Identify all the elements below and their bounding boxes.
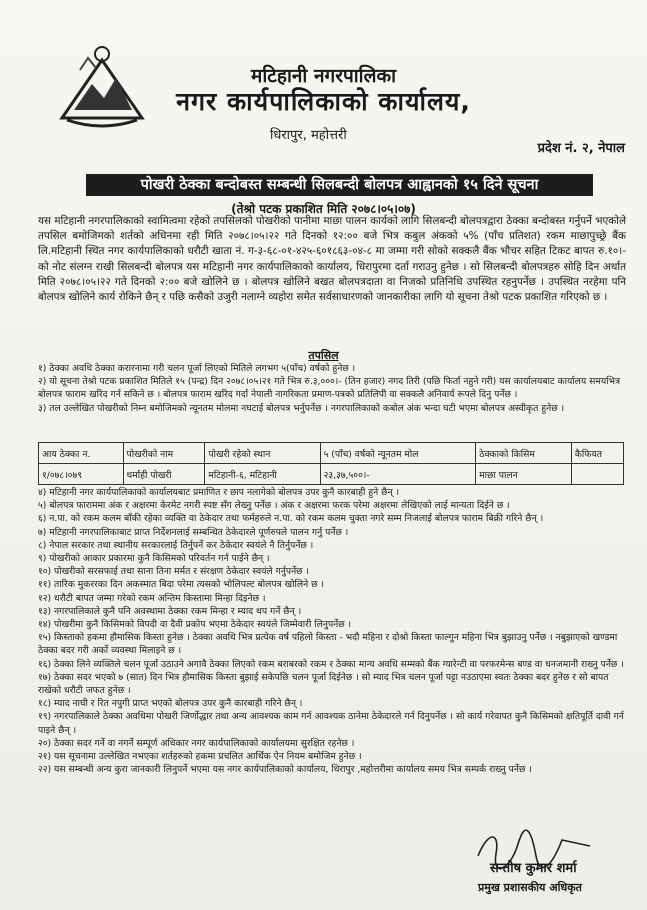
schedule-heading: तपसिल — [308, 349, 339, 362]
table-row — [39, 464, 624, 485]
list-item: १०) पोखरीको सरसफाई तथा साना तिना मर्मत र संरक्षण ठेकेदार स्वयंले गर्नुपर्नेछ । — [38, 566, 310, 578]
table-header: पोखरीको नाम — [123, 443, 205, 464]
table-header: पोखरी रहेको स्थान — [205, 443, 320, 464]
list-item: ६) न.पा. को रकम कलम बाँकी रहेका व्यक्ति वा ठेकेदार तथा फर्महरुले न.पा. को रकम कलम चुक्ता नगरे सम्म निजलाई बोलपत्र फाराम बिक्री गरिने छैन् । — [38, 513, 544, 525]
office-name: नगर कार्यपालिकाको कार्यालय, — [176, 87, 471, 116]
notice-subtitle: (तेश्रो पटक प्रकाशित मिति २०७८।०५।०७) — [231, 202, 416, 216]
table-cell: १/०७८।०७९ — [39, 464, 124, 485]
list-item: १५) किस्ताको हकमा हौमासिक किस्ता हुनेछ । ठेक्का अवधि भित्र प्रत्येक वर्ष पहिलो किस्ता - भदौ महिना र दोश्रो किस्ता फाल्गुन महिना भित्र बुझाउनु पर्नेछ । नबुझाएको खण्डमा ठेक्का बदर गरी अर्को व्यवस्था मिलाइने छ । — [38, 632, 618, 657]
municipality-name: मटिहानी नगरपालिका — [251, 65, 396, 87]
table-header: ५ (पाँच) वर्षको न्यूनतम मोल — [320, 443, 476, 464]
list-item: ८) नेपाल सरकार तथा स्थानीय सरकारलाई तिर्नुपर्ने कर ठेकेदार स्वयंले नै तिर्नुपर्नेछ । — [38, 539, 314, 551]
list-item: १६) ठेक्का लिने व्यक्तिले चलन पूर्जा उठाउने अगावै ठेक्का लिएको रकम बराबरको रकम र ठेक्का मान्य अवधि सम्मको बैंक ग्यारेन्टी वा परफरमेन्स बण्ड वा धनजमानी राख्नु पर्नेछ । — [38, 658, 624, 670]
list-item: ९) पोखरीको आकार प्रकारमा कुनै किसिमको परिवर्तन गर्न पाईने छैन् । — [38, 553, 270, 565]
table-cell: २३,३७,५००।- — [320, 464, 476, 485]
province-label: प्रदेश नं. २, नेपाल — [537, 141, 625, 156]
tender-table — [38, 442, 624, 485]
signatory-name: सन्तोष कुमार शर्मा — [490, 861, 577, 876]
schedule-items-after — [38, 486, 626, 776]
office-address: धिरापुर, महोत्तरी — [270, 128, 347, 143]
list-item: १२) धरौटी बापत जम्मा गरेको रकम अन्तिम किस्तामा मिन्हा दिइनेछ । — [38, 592, 266, 604]
list-item: २०) ठेक्का सदर गर्ने वा नगर्ने सम्पूर्ण अधिकार नगर कार्यपालिकाको कार्यालयमा सुरक्षित रहनेछ । — [38, 737, 355, 749]
table-cell — [571, 464, 623, 485]
list-item: १४) पोखरीमा कुनै किसिमको विपदी वा दैवी प्रकोप भएमा ठेकेदार स्वयंले जिम्मेवारी लिनुपर्नेछ । — [38, 619, 352, 631]
list-item: ११) तारिक मुकररका दिन अकस्मात बिदा परेमा त्यसको भोलिपल्ट बोलपत्र खोलिने छ । — [38, 579, 324, 591]
list-item: १७) ठेक्का सदर भएको ७ (सात) दिन भित्र हौमासिक किस्ता बुझाई सकेपछि चलन पूर्जा दिईनेछ । सो म्याद भित्र चलन पूर्जा पट्टा नउठाएमा स्वतः ठेक्का बदर हुनेछ र सो बापत राखेको धरौटी जफत हुनेछ । — [38, 671, 609, 697]
table-header: कैफियत — [571, 443, 623, 464]
table-cell: धर्माही पोखरी — [123, 464, 205, 485]
list-item: २१) यस सूचनामा उल्लेखित नभएका शर्तहरुको हकमा प्रचलित आर्थिक ऐन नियम बमोजिम हुनेछ । — [38, 751, 362, 763]
list-item: २) यो सूचना तेश्रो पटक प्रकाशित मितिले १५ (पन्द्र) दिन २०७८।०५।२१ गते भित्र रु.३,०००।- (तिन हजार) नगद तिरी (पछि फिर्ता नहुने गरी) यस कार्यालयबाट कार्यालय समयभित्र बोलपत्र फाराम खरिद गर्न सकिने छ । बोलपत्र फाराम खरिद गर्दा नेपाली नागरिकता प्रमाण-पत्रको प्रतिलिपी वा सक्कलै अनिवार्य रूपले दिनु पर्नेछ । — [38, 376, 621, 401]
signatory-role: प्रमुख प्रशासकीय अधिकृत — [478, 881, 582, 894]
list-item: ७) मटिहानी नगरपालिकाबाट प्राप्त निर्देशनलाई सम्बन्धित ठेकेदारले पूर्णरुपले पालन गर्नु पर्नेछ । — [38, 526, 349, 538]
notice-title: पोखरी ठेक्का बन्दोबस्त सम्बन्धी सिलबन्दी बोलपत्र आह्वानको १५ दिने सूचना — [86, 174, 593, 196]
notice-body: यस मटिहानी नगरपालिकाको स्वामित्वमा रहेको तपसिलको पोखरीको पानीमा माछा पालन कार्यको लागि सिलबन्दी बोलपत्रद्वारा ठेक्का बन्दोबस्त गर्नुपर्ने भएकोले तपसिल बमोजिमको शर्तको अधिनमा रही मिति २०७८।०५।२२ गते दिनको १२:०० बजे भित्र कबुल अंकको ५% (पाँच प्रतिशत) रकम माछापुच्छ्रे बैंक लि.मटिहानी स्थित नगर कार्यपालिकाको धरौटी खाता नं. ग-३-६८-०१-४२५-६०१८६३-०४-८ मा जम्मा गरी सोको सक्कलै बैंक भौचर सहित टिकट बापत रु.१०।- को नोट संलग्न राखी सिलबन्दी बोलपत्र यस मटिहानी नगर कार्यपालिकाको कार्यालय, धिरापुरमा दर्ता गराउनु हुनेछ । सो सिलबन्दी बोलपत्रहरु सोहि दिन अर्थात मिति २०७८।०५।२२ गते दिनको २:०० बजे खोलिने छ । बोलपत्र खोलिने बखत बोलपत्रदाता वा निजको प्रतिनिधि उपस्थित रहनुपर्नेछ । उपस्थित नरहेमा पनि बोलपत्र खोलिने कार्य रोकिने छैन् र पछि कसैको उजुरी नलाग्ने व्यहोरा समेत सर्वसाधारणको जानकारीका लागि यो सूचना तेश्रो पटक प्रकाशित गरिएको छ । — [38, 215, 626, 304]
table-header: ठेक्काको किसिम — [476, 443, 572, 464]
list-item: १८) म्याद नाघी र रित नपुगी प्राप्त भएको बोलपत्र उपर कुनै कारबाही गरिने छैन् । — [38, 698, 303, 710]
schedule-items-before — [38, 362, 626, 415]
table-cell: मटिहानी-६, मटिहानी — [205, 464, 320, 485]
table-header-row — [39, 443, 624, 464]
table-cell: माछा पालन — [476, 464, 572, 485]
list-item: १३) नगरपालिकाले कुनै पनि अवस्थामा ठेक्का रकम मिन्हा र म्याद थप गर्ने छैन् । — [38, 605, 302, 617]
table-header: आय ठेक्का न. — [39, 443, 124, 464]
list-item: ५) बोलपत्र फाराममा अंक र अक्षरमा केरमेट नगरी स्पष्ट सँग लेख्नु पर्नेछ । अंक र अक्षरमा फरक परेमा अक्षरमा लेखिएको लाई मान्यता दिईने छ । — [38, 500, 510, 512]
list-item: २२) यस सम्बन्धी अन्य कुरा जानकारी लिनुपर्ने भएमा यस नगर कार्यपालिकाको कार्यालय, धिरापुर ,महोत्तरीमा कार्यालय समय भित्र सम्पर्क राख्नु पर्नेछ । — [38, 764, 532, 776]
list-item: ३) तल उल्लेखित पोखरीको निम्न बमोजिमको न्यूनतम मोलमा नघटाई बोलपत्र भर्नुपर्नेछ । नगरपालिकाको कबोल अंक भन्दा घटी भएमा बोलपत्र अस्वीकृत हुनेछ । — [38, 402, 565, 414]
list-item: ४) मटिहानी नगर कार्यपालिकाको कार्यालयबाट प्रमाणित र छाप नलागेको बोलपत्र उपर कुनै कारबाही हुने छैन् । — [38, 487, 400, 498]
list-item: १९) नगरपालिकाले ठेक्का अवधिमा पोखरी जिर्णोद्धार तथा अन्य आवश्यक काम गर्न आवश्यक ठानेमा ठेकेदारले गर्न दिनुपर्नेछ । सो कार्य गरेवापत कुनै किसिमको क्षतिपूर्ति दावी गर्न पाइने छैन् । — [38, 711, 624, 736]
list-item: १) ठेक्का अवधि ठेक्का करारनामा गरी चलन पूर्जा लिएको मितिले लगभग ५(पाँच) वर्षको हुनेछ । — [38, 363, 356, 374]
